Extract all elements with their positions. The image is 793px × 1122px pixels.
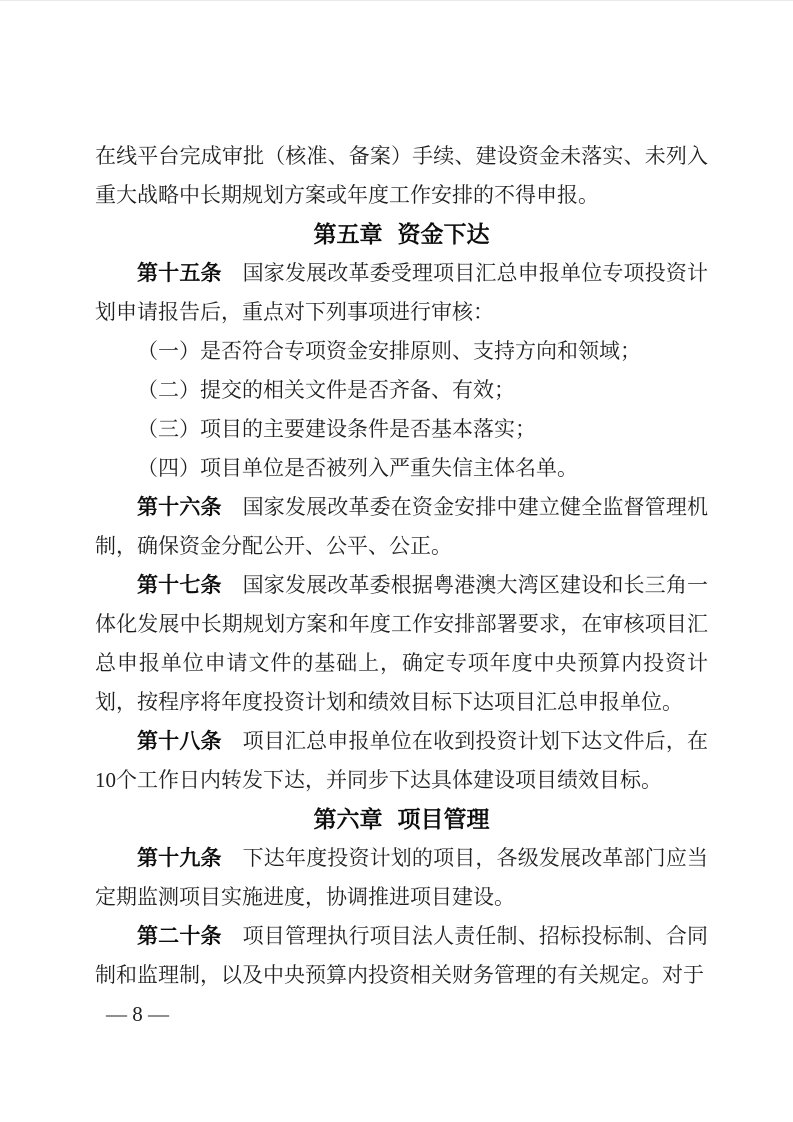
article-number: 第二十条 (137, 925, 222, 948)
list-item-4: （四）项目单位是否被列入严重失信主体名单。 (137, 456, 578, 480)
paragraph-article-16 (95, 488, 708, 566)
article-number: 第十五条 (137, 262, 222, 285)
article-number: 第十七条 (137, 574, 222, 597)
article-number: 第十八条 (137, 730, 222, 753)
paragraph-article-19 (95, 839, 708, 917)
chapter-number: 第五章 (313, 221, 383, 247)
page-number: — 8 — (106, 1002, 169, 1026)
article-text: 国家发展改革委在资金安排中建立健全监督管理机制，确保资金分配公开、公平、公正。 (95, 495, 708, 558)
chapter-heading-5 (95, 215, 708, 254)
article-text: 项目汇总申报单位在收到投资计划下达文件后，在10个工作日内转发下达，并同步下达具体建设项目绩效目标。 (95, 729, 708, 792)
chapter-title: 项目管理 (397, 806, 490, 832)
article-text: 国家发展改革委根据粤港澳大湾区建设和长三角一体化发展中长期规划方案和年度工作安排部署要求，在审核项目汇总申报单位申请文件的基础上，确定专项年度中央预算内投资计划，按程序将年度投资计划和绩效目标下达项目汇总申报单位。 (95, 573, 708, 714)
list-item-2: （二）提交的相关文件是否齐备、有效； (137, 378, 515, 402)
chapter-title: 资金下达 (397, 221, 490, 247)
article-text: 国家发展改革委受理项目汇总申报单位专项投资计划申请报告后，重点对下列事项进行审核： (95, 261, 708, 324)
chapter-number: 第六章 (313, 806, 383, 832)
paragraph-article-17 (95, 566, 708, 722)
article-number: 第十九条 (137, 847, 222, 870)
article-number: 第十六条 (137, 496, 222, 519)
paragraph-article-15 (95, 254, 708, 332)
paragraph-article-20 (95, 917, 708, 995)
paragraph-continuation: 在线平台完成审批（核准、备案）手续、建设资金未落实、未列入重大战略中长期规划方案或年度工作安排的不得申报。 (95, 144, 708, 207)
list-item-1: （一）是否符合专项资金安排原则、支持方向和领域； (137, 339, 641, 363)
list-item-3: （三）项目的主要建设条件是否基本落实； (137, 417, 536, 441)
article-text: 项目管理执行项目法人责任制、招标投标制、合同制和监理制，以及中央预算内投资相关财务管理的有关规定。对于 (95, 924, 708, 987)
document-content (95, 137, 708, 995)
article-text: 下达年度投资计划的项目，各级发展改革部门应当定期监测项目实施进度，协调推进项目建设。 (95, 846, 708, 909)
paragraph-article-18 (95, 722, 708, 800)
chapter-heading-6 (95, 800, 708, 839)
